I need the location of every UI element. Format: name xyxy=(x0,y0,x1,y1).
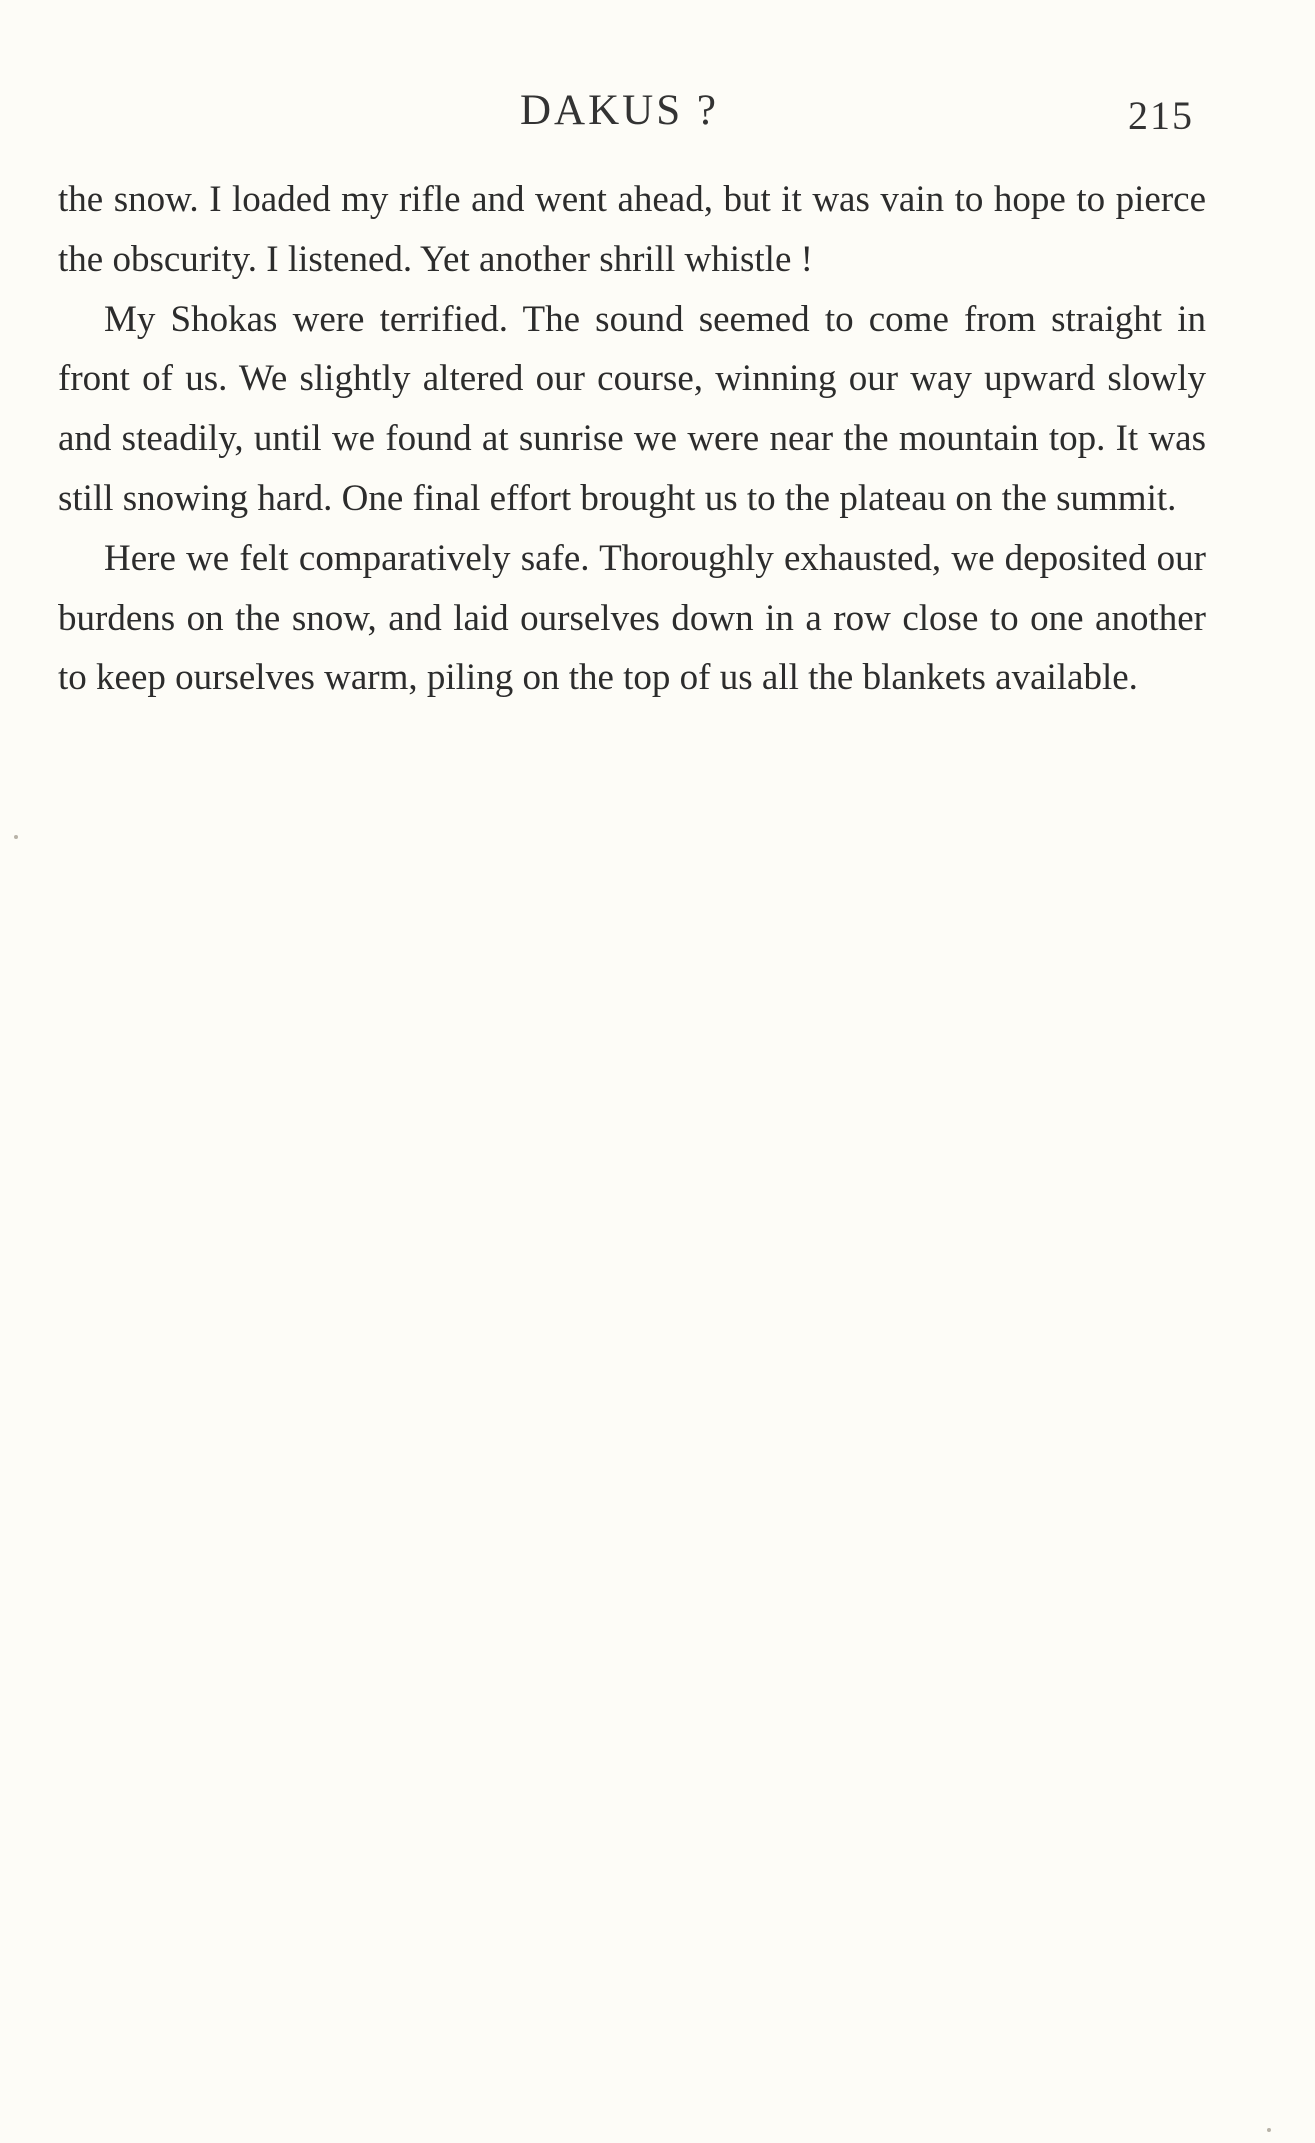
page-number: 215 xyxy=(1128,93,1194,138)
paragraph: Here we felt comparatively safe. Thoroughly exhausted, we deposited our burdens on the snow, and laid ourselves down in a row close to one another to keep ourselves warm, piling on the top of us all the blankets available. xyxy=(58,537,1206,699)
paper-speck xyxy=(14,835,18,839)
paragraph: My Shokas were terrified. The sound seemed to come from straight in front of us. We slightly altered our course, winning our way upward slowly and steadily, until we found at sunrise we were near the mountain top. It was still snowing hard. One final effort brought us to the plateau on the summit. xyxy=(58,298,1206,519)
body-text xyxy=(58,170,1206,708)
paragraph-continued: the snow. I loaded my rifle and went ahead, but it was vain to hope to pierce the obscurity. I listened. Yet another shrill whistle ! xyxy=(58,179,1206,280)
paper-speck xyxy=(1267,2128,1271,2132)
running-head xyxy=(0,86,1315,146)
running-title: DAKUS ? xyxy=(520,87,719,134)
